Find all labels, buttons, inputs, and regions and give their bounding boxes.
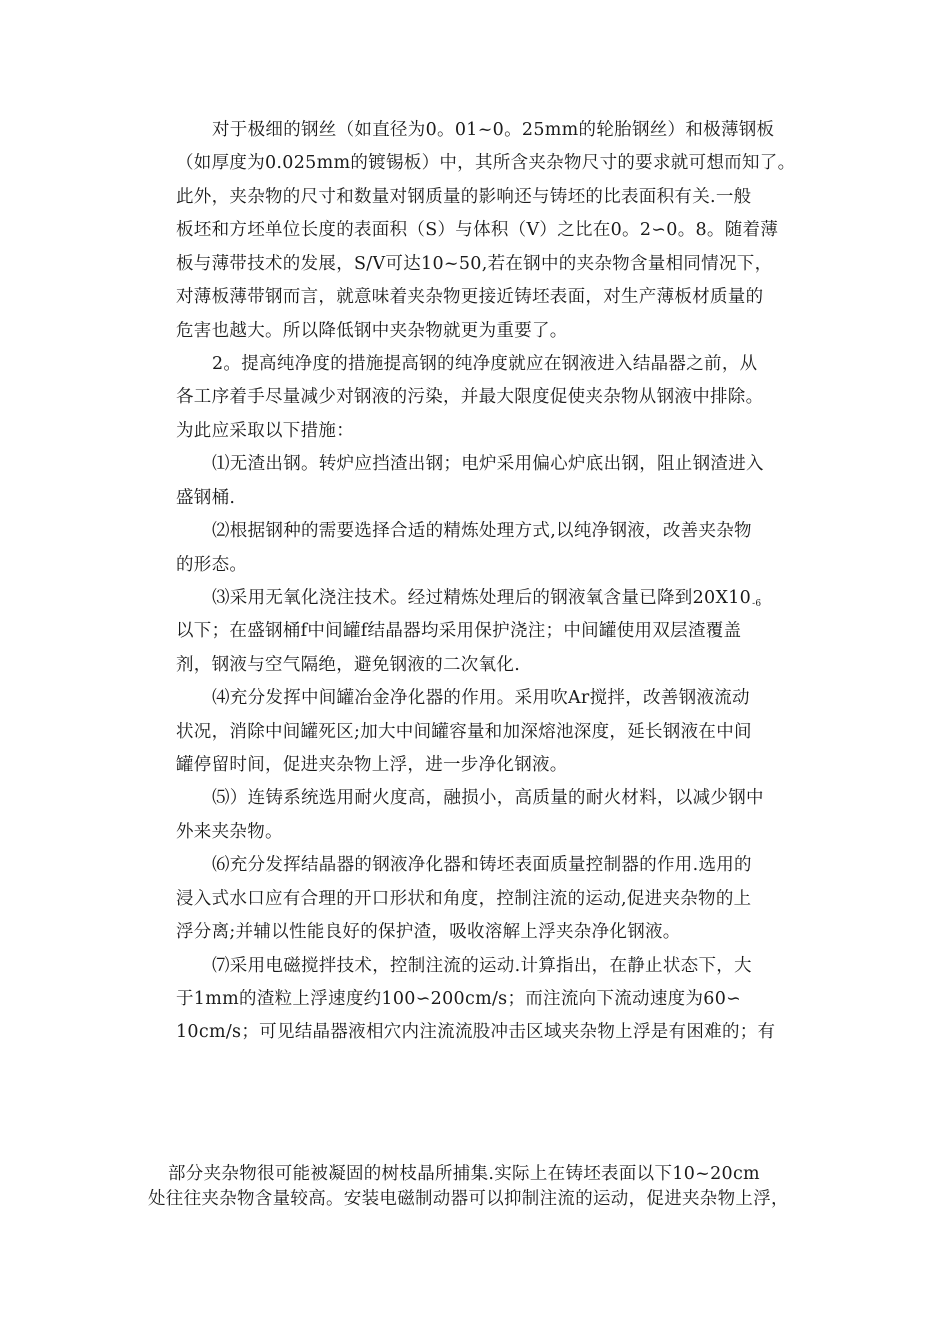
exponent: -6 — [752, 599, 762, 609]
text-line: 处往往夹杂物含量较高。安装电磁制动器可以抑制注流的运动，促进夹杂物上浮， — [148, 1189, 789, 1209]
text-line: 此外，夹杂物的尺寸和数量对钢质量的影响还与铸坯的比表面积有关.一般 — [176, 187, 752, 207]
text-line: 剂，钢液与空气隔绝，避免钢液的二次氧化. — [176, 655, 521, 675]
text-line: ⑴无渣出钢。转炉应挡渣出钢；电炉采用偏心炉底出钢，阻止钢渣进入 — [212, 454, 764, 474]
text-line: （如厚度为0.025mm的镀锡板）中，其所含夹杂物尺寸的要求就可想而知了。 — [176, 153, 796, 173]
text-line: 以下；在盛钢桶f中间罐f结晶器均采用保护浇注；中间罐使用双层渣覆盖 — [176, 621, 742, 641]
text-line: 板坯和方坯单位长度的表面积（S）与体积（V）之比在0。2∽0。8。随着薄 — [176, 220, 779, 240]
text-line: 2。提高纯净度的措施提高钢的纯净度就应在钢液进入结晶器之前，从 — [212, 354, 758, 374]
text-line: 状况，消除中间罐死区;加大中间罐容量和加深熔池深度，延长钢液在中间 — [176, 722, 752, 742]
text-line: 外来夹杂物。 — [176, 822, 283, 842]
text-line: 浸入式水口应有合理的开口形状和角度，控制注流的运动,促进夹杂物的上 — [176, 889, 752, 909]
text-segment: ⑶采用无氧化浇注技术。经过精炼处理后的钢液氧含量已降到20X10 — [212, 588, 752, 608]
text-line: 盛钢桶. — [176, 488, 236, 508]
text-line: 对薄板薄带钢而言，就意味着夹杂物更接近铸坯表面，对生产薄板材质量的 — [176, 287, 764, 307]
text-line: 板与薄带技术的发展，S/V可达10~50,若在钢中的夹杂物含量相同情况下， — [176, 254, 773, 274]
text-line: 于1mm的渣粒上浮速度约100∽200cm/s；而注流向下流动速度为60∽ — [176, 989, 742, 1009]
text-line: 对于极细的钢丝（如直径为0。01~0。25mm的轮胎钢丝）和极薄钢板 — [212, 120, 775, 140]
text-line: ⑹充分发挥结晶器的钢液净化器和铸坯表面质量控制器的作用.选用的 — [212, 855, 752, 875]
text-line: 的形态。 — [176, 555, 248, 575]
text-line: 各工序着手尽量减少对钢液的污染，并最大限度促使夹杂物从钢液中排除。 — [176, 387, 764, 407]
text-line-with-superscript — [212, 587, 761, 615]
text-line: ⑺采用电磁搅拌技术，控制注流的运动.计算指出，在静止状态下，大 — [212, 956, 752, 976]
text-line: 为此应采取以下措施： — [176, 421, 354, 441]
text-line: 罐停留时间，促进夹杂物上浮，进一步净化钢液。 — [176, 755, 568, 775]
text-line: 部分夹杂物很可能被凝固的树枝晶所捕集.实际上在铸坯表面以下10~20cm — [168, 1164, 760, 1184]
text-line: 10cm/s；可见结晶器液相穴内注流流股冲击区域夹杂物上浮是有困难的；有 — [176, 1022, 776, 1042]
text-line: 危害也越大。所以降低钢中夹杂物就更为重要了。 — [176, 321, 568, 341]
text-line: ⑸）连铸系统选用耐火度高，融损小，高质量的耐火材料，以减少钢中 — [212, 788, 764, 808]
text-line: ⑷充分发挥中间罐冶金净化器的作用。采用吹Ar搅拌，改善钢液流动 — [212, 688, 750, 708]
text-line: 浮分离;并辅以性能良好的保护渣，吸收溶解上浮夹杂净化钢液。 — [176, 922, 681, 942]
text-line: ⑵根据钢种的需要选择合适的精炼处理方式,以纯净钢液，改善夹杂物 — [212, 521, 752, 541]
